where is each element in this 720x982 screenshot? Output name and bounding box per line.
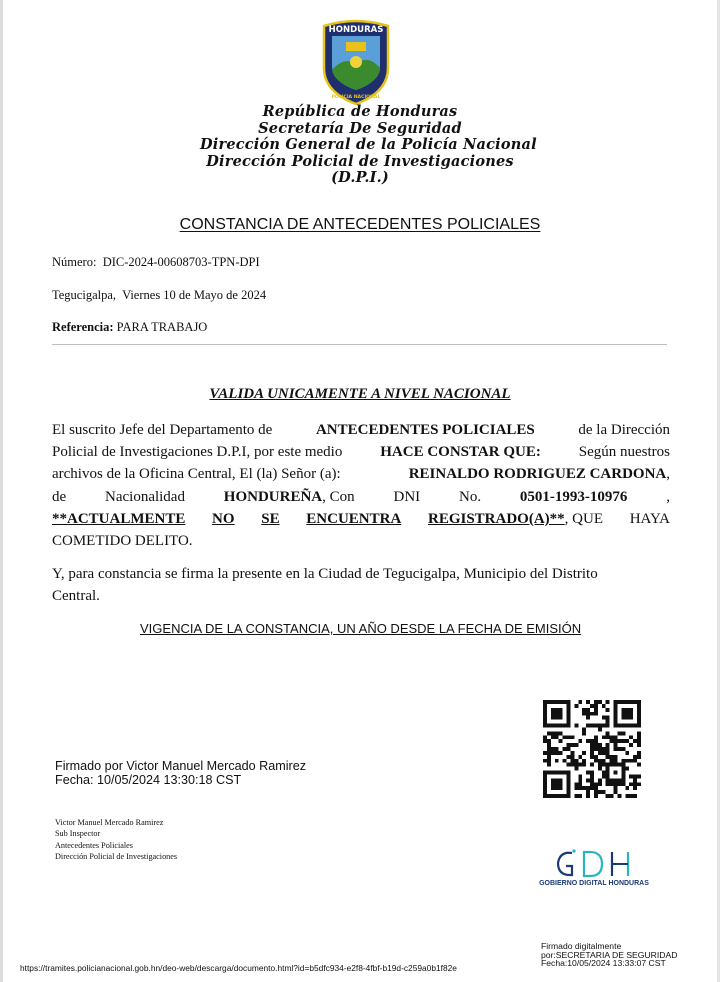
reference-value: PARA TRABAJO — [116, 320, 208, 334]
antecedentes-policiales-text: ANTECEDENTES POLICIALES — [315, 422, 535, 438]
document-reference — [52, 320, 207, 335]
signed-date: Fecha: 10/05/2024 13:30:18 CST — [55, 772, 242, 787]
hace-constar-text: HACE CONSTAR QUE: — [380, 444, 541, 461]
header-line-dpi: (D.P.I.) — [331, 169, 389, 186]
paragraph-line-5: **ACTUALMENTE NO SE ENCUENTRA REGISTRADO(A)**, QUE HAYA — [52, 510, 670, 527]
document-number — [52, 255, 260, 270]
signer-division: Dirección Policial de Investigaciones — [55, 852, 178, 862]
closing-paragraph: Y, para constancia se firma la presente en la Ciudad de Tegucigalpa, Municipio del Distrito Central. — [52, 566, 598, 605]
date-value: Viernes 10 de Mayo de 2024 — [122, 288, 267, 302]
svg-text:GDH: GDH — [594, 873, 597, 874]
paragraph-line-4: de Nacionalidad HONDUREÑA, Con DNI No. 0501-1993-10976 , — [52, 486, 670, 508]
electronic-signature-block — [55, 760, 306, 787]
signer-department: Antecedentes Policiales — [55, 840, 133, 850]
document-date — [52, 288, 266, 303]
date-place: Tegucigalpa, — [52, 288, 117, 302]
status-registered: REGISTRADO(A)** — [427, 510, 565, 527]
gdh-caption: GOBIERNO DIGITAL HONDURAS — [539, 880, 649, 887]
paragraph-line-2: Policial de Investigaciones D.P.I, por este medio HACE CONSTAR QUE: Según nuestros — [52, 441, 670, 463]
institution-header — [200, 103, 537, 187]
header-line-republic: República de Honduras — [262, 103, 458, 120]
validity-scope-heading: VALIDA UNICAMENTE A NIVEL NACIONAL — [209, 386, 511, 402]
digital-signed-by: por:SECRETARIA DE SEGURIDAD — [541, 949, 678, 960]
digital-signature-stamp — [541, 942, 677, 968]
header-line-direccion-policial: Dirección Policial de Investigaciones — [206, 152, 514, 170]
page-edge-left — [0, 0, 3, 982]
dni-number: 0501-1993-10976 — [519, 488, 628, 505]
nationality: HONDUREÑA — [223, 488, 323, 505]
paragraph-line-3: archivos de la Oficina Central, El (la) Señor (a): REINALDO RODRIGUEZ CARDONA, — [52, 466, 670, 483]
validity-period-note: VIGENCIA DE LA CONSTANCIA, UN AÑO DESDE LA FECHA DE EMISIÓN — [140, 621, 582, 636]
police-seal-logo — [318, 18, 394, 106]
seal-top-text: HONDURAS — [328, 25, 384, 35]
seal-bottom-text: POLICIA NACIONAL — [331, 95, 381, 100]
signer-rank: Sub Inspector — [55, 829, 101, 839]
header-line-direccion-general: Dirección General de la Policía Nacional — [200, 136, 537, 153]
verification-url[interactable]: https://tramites.policianacional.gob.hn/deo-web/descarga/documento.html?id=b5dfc934-e2f8-4fbf-b19d-c259a0b1f82e — [20, 963, 457, 973]
qr-code[interactable] — [543, 700, 641, 798]
document-title: CONSTANCIA DE ANTECEDENTES POLICIALES — [179, 216, 541, 233]
digital-signed-label: Firmado digitalmente — [541, 941, 622, 951]
paragraph-line-1: El suscrito Jefe del Departamento de ANTECEDENTES POLICIALES de la Dirección — [52, 419, 670, 441]
divider — [52, 344, 667, 345]
signer-details — [55, 817, 177, 863]
paragraph-line-6: COMETIDO DELITO. — [52, 533, 193, 550]
person-name: REINALDO RODRIGUEZ CARDONA — [408, 466, 667, 483]
signed-by: Firmado por Victor Manuel Mercado Ramirez — [55, 759, 307, 773]
signer-name: Victor Manuel Mercado Ramirez — [55, 818, 164, 827]
header-line-secretaria: Secretaría De Seguridad — [258, 119, 462, 137]
digital-signed-date: Fecha:10/05/2024 13:33:07 CST — [541, 958, 666, 969]
number-label: Número: — [52, 255, 97, 269]
reference-label: Referencia: — [52, 320, 114, 334]
certificate-paragraph — [52, 419, 670, 552]
number-value: DIC-2024-00608703-TPN-DPI — [102, 255, 260, 269]
